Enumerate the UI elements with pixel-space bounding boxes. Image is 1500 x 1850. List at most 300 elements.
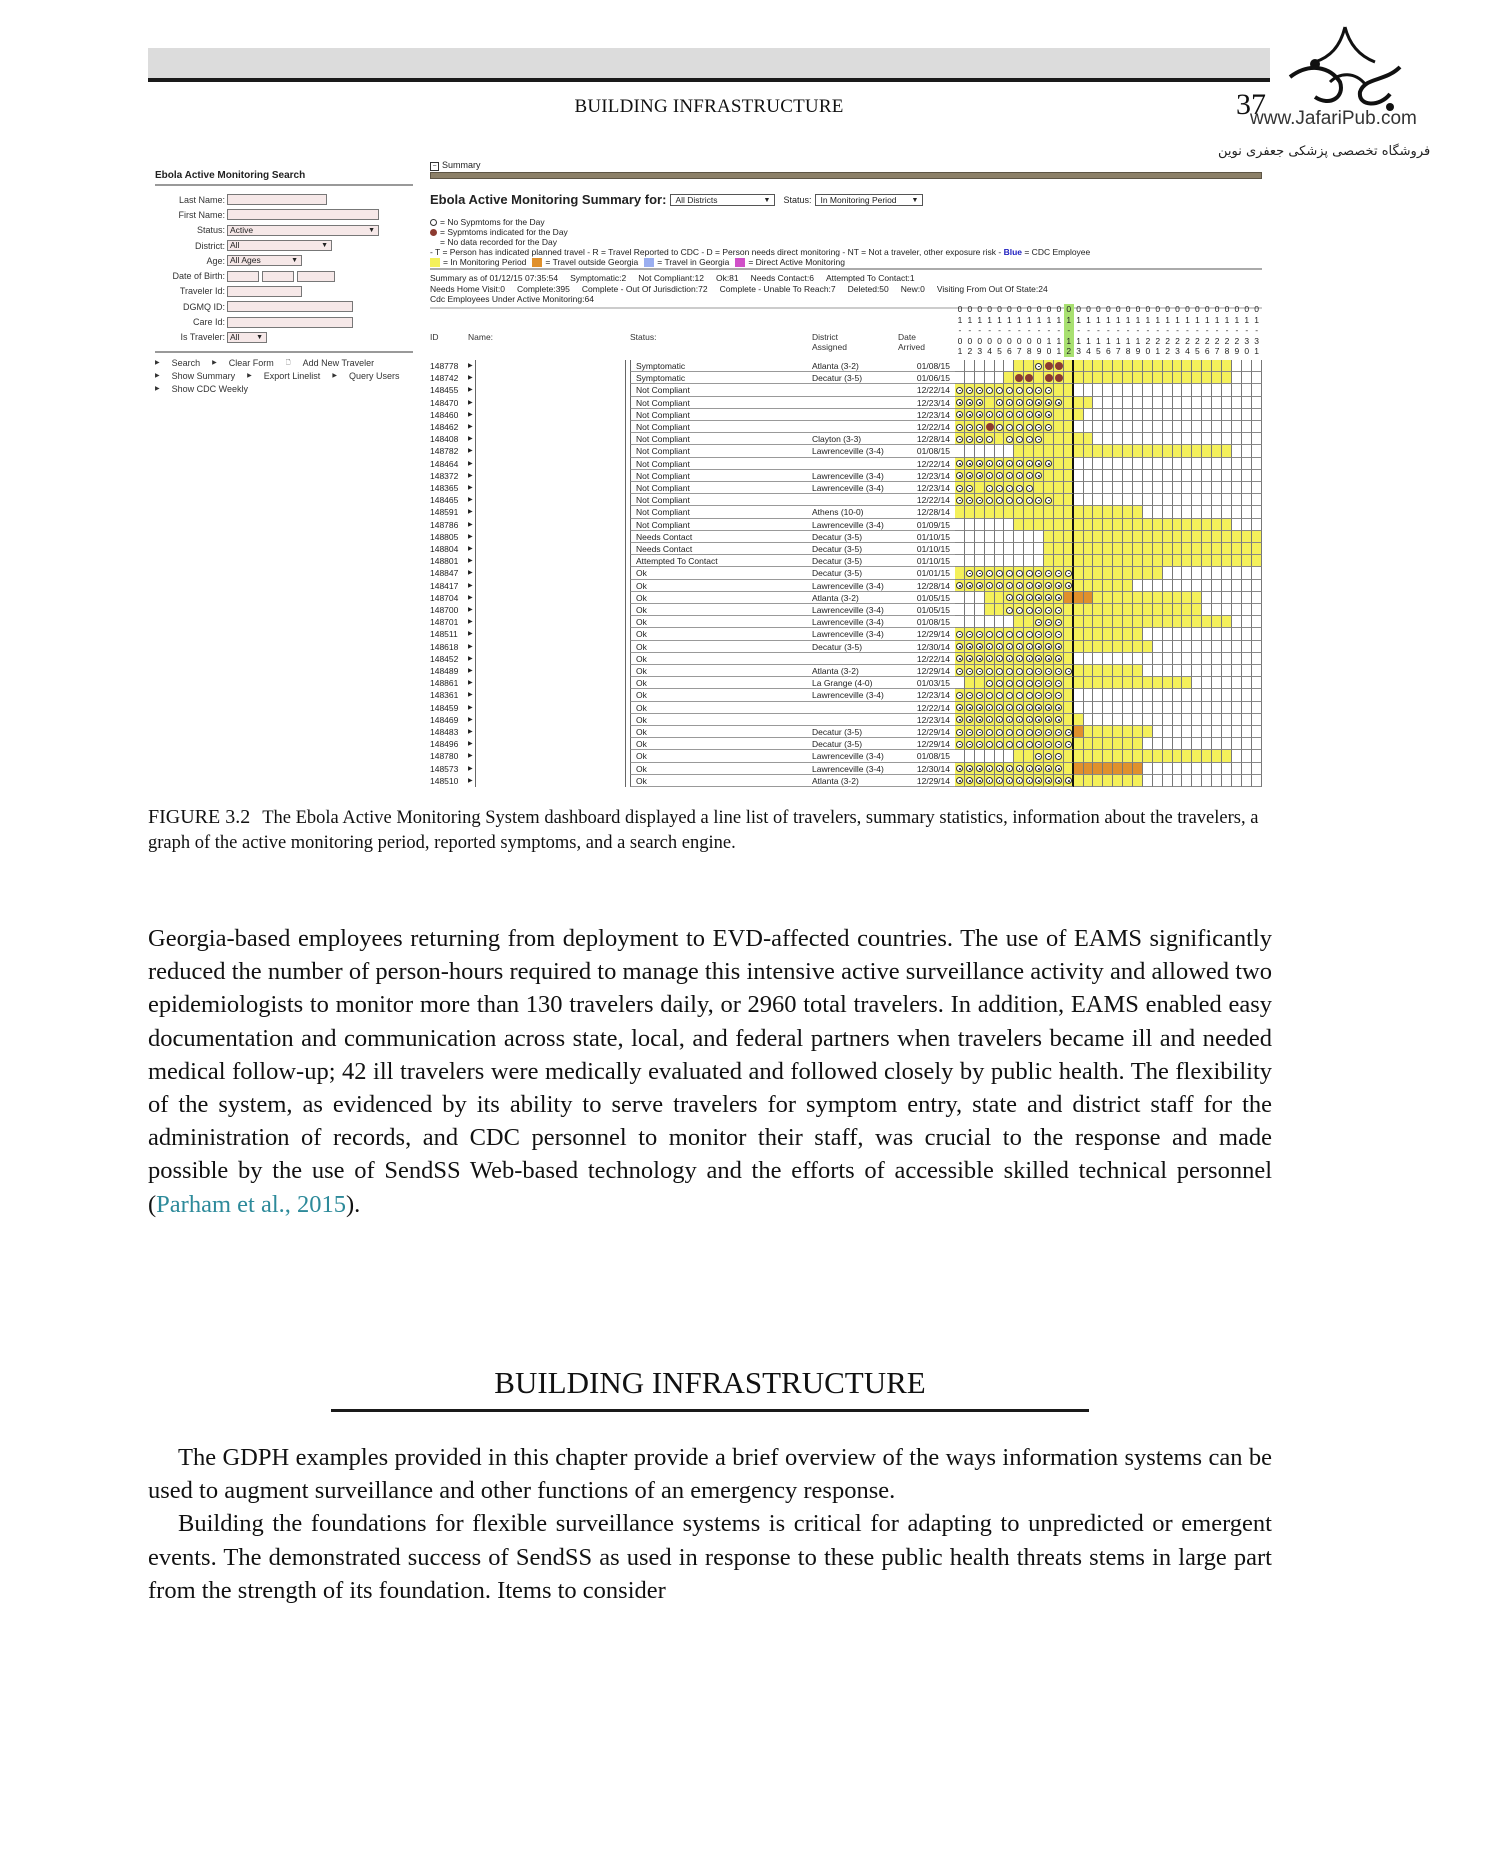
grid-cell	[1054, 543, 1064, 555]
grid-cell	[1212, 397, 1222, 409]
col-header-name: Name:	[468, 332, 494, 342]
district-select[interactable]: All Districts ▼	[670, 194, 775, 206]
table-row[interactable]	[430, 397, 1262, 409]
search-link[interactable]: ▶ Search	[155, 357, 201, 368]
search-link[interactable]: ▶ Show CDC Weekly	[155, 384, 248, 395]
field-input[interactable]	[227, 301, 353, 312]
traveler-arrived: 12/22/14	[916, 495, 950, 506]
traveler-id[interactable]: 148452	[430, 653, 459, 664]
grid-cell	[1202, 519, 1212, 531]
row-expand-icon[interactable]: ▶	[468, 594, 473, 601]
no-symptom-icon	[1045, 765, 1052, 772]
grid-cell	[995, 689, 1005, 701]
grid-cell	[1014, 628, 1024, 640]
search-link[interactable]: ▶ Show Summary	[155, 371, 236, 382]
traveler-district: Decatur (3-5)	[812, 373, 863, 384]
dob-input[interactable]	[297, 271, 335, 282]
table-row[interactable]	[430, 580, 1262, 592]
row-expand-icon[interactable]: ▶	[468, 460, 473, 467]
grid-cell	[1024, 397, 1034, 409]
grid-cell	[1084, 482, 1094, 494]
grid-cell	[1103, 653, 1113, 665]
row-expand-icon[interactable]: ▶	[468, 765, 473, 772]
grid-cell	[1192, 421, 1202, 433]
table-row[interactable]	[430, 750, 1262, 762]
grid-cell	[1054, 763, 1064, 775]
traveler-id[interactable]: 148701	[430, 617, 459, 628]
grid-cell	[1123, 567, 1133, 579]
grid-cell	[965, 397, 975, 409]
field-select[interactable]: Active ▼	[227, 225, 379, 236]
traveler-district: Decatur (3-5)	[812, 739, 863, 750]
table-row[interactable]	[430, 653, 1262, 665]
no-symptom-icon	[1035, 643, 1042, 650]
grid-cell	[1192, 775, 1202, 787]
no-symptom-icon	[966, 692, 973, 699]
row-expand-icon[interactable]: ▶	[468, 448, 473, 455]
traveler-id[interactable]: 148591	[430, 507, 459, 518]
traveler-name	[475, 397, 626, 409]
grid-cell	[1202, 689, 1212, 701]
table-row[interactable]	[430, 372, 1262, 384]
grid-cell	[1192, 360, 1202, 372]
row-expand-icon[interactable]: ▶	[468, 497, 473, 504]
row-expand-icon[interactable]: ▶	[468, 643, 473, 650]
row-expand-icon[interactable]: ▶	[468, 777, 473, 784]
no-symptom-icon	[1006, 472, 1013, 479]
traveler-id[interactable]: 148408	[430, 434, 459, 445]
grid-cell	[1103, 409, 1113, 421]
search-field-row	[155, 207, 413, 222]
traveler-id[interactable]: 148861	[430, 678, 459, 689]
table-row[interactable]	[430, 567, 1262, 579]
grid-cell	[1232, 628, 1242, 640]
grid-cell	[1044, 653, 1054, 665]
grid-cell	[1004, 677, 1014, 689]
table-row[interactable]	[430, 702, 1262, 714]
row-expand-icon[interactable]: ▶	[468, 631, 473, 638]
no-symptom-icon	[1065, 777, 1072, 784]
grid-cell	[1054, 738, 1064, 750]
grid-cell	[1153, 506, 1163, 518]
grid-cell	[1222, 763, 1232, 775]
traveler-id[interactable]: 148573	[430, 763, 459, 774]
row-expand-icon[interactable]: ▶	[468, 521, 473, 528]
grid-cell	[1014, 397, 1024, 409]
grid-cell	[1093, 702, 1103, 714]
row-expand-icon[interactable]: ▶	[468, 716, 473, 723]
field-input[interactable]	[227, 286, 302, 297]
row-expand-icon[interactable]: ▶	[468, 692, 473, 699]
traveler-name	[475, 567, 626, 579]
table-row[interactable]	[430, 726, 1262, 738]
row-expand-icon[interactable]: ▶	[468, 558, 473, 565]
grid-cell	[1034, 519, 1044, 531]
grid-cell	[985, 653, 995, 665]
traveler-id[interactable]: 148455	[430, 385, 459, 396]
grid-cell	[1232, 384, 1242, 396]
grid-cell	[1153, 433, 1163, 445]
grid-cell	[965, 738, 975, 750]
traveler-status: Not Compliant	[630, 458, 960, 470]
grid-cell	[995, 421, 1005, 433]
legend-swatch	[532, 258, 542, 267]
grid-cell	[1143, 482, 1153, 494]
grid-cell	[1153, 482, 1163, 494]
grid-cell	[995, 653, 1005, 665]
traveler-id[interactable]: 148361	[430, 690, 459, 701]
grid-cell	[1143, 470, 1153, 482]
grid-cell	[1202, 409, 1212, 421]
no-symptom-icon	[1055, 619, 1062, 626]
traveler-id[interactable]: 148460	[430, 409, 459, 420]
row-expand-icon[interactable]: ▶	[468, 668, 473, 674]
grid-cell	[1084, 604, 1094, 616]
grid-cell	[1212, 580, 1222, 592]
date-column-header: 0 1 - 0 7	[1016, 304, 1022, 357]
table-row[interactable]	[430, 641, 1262, 653]
grid-cell	[1044, 580, 1054, 592]
grid-cell	[1123, 397, 1133, 409]
row-expand-icon[interactable]: ▶	[468, 753, 473, 760]
monitoring-grid	[955, 775, 1262, 787]
table-row[interactable]	[430, 482, 1262, 494]
traveler-id[interactable]: 148511	[430, 629, 458, 640]
table-row[interactable]	[430, 519, 1262, 531]
traveler-id[interactable]: 148469	[430, 714, 459, 725]
grid-cell	[1192, 433, 1202, 445]
no-symptom-icon	[1016, 643, 1023, 650]
grid-cell	[1044, 421, 1054, 433]
grid-cell	[955, 677, 965, 689]
grid-cell	[1252, 592, 1262, 604]
no-symptom-icon	[956, 668, 963, 675]
traveler-id[interactable]: 148780	[430, 751, 459, 762]
grid-cell	[975, 397, 985, 409]
grid-cell	[985, 580, 995, 592]
traveler-id[interactable]: 148417	[430, 580, 459, 591]
grid-cell	[1034, 592, 1044, 604]
table-row[interactable]	[430, 616, 1262, 628]
grid-cell	[1222, 702, 1232, 714]
grid-cell	[1103, 445, 1113, 457]
grid-cell	[1222, 641, 1232, 653]
traveler-id[interactable]: 148462	[430, 422, 459, 432]
grid-cell	[1222, 470, 1232, 482]
grid-cell	[1103, 641, 1113, 653]
table-row[interactable]	[430, 506, 1262, 518]
traveler-id[interactable]: 148489	[430, 666, 459, 676]
grid-cell	[995, 360, 1005, 372]
traveler-status: Not Compliant	[630, 445, 960, 457]
grid-cell	[1232, 689, 1242, 701]
grid-cell	[1153, 604, 1163, 616]
grid-cell	[1163, 628, 1173, 640]
grid-cell	[1084, 689, 1094, 701]
row-expand-icon[interactable]: ▶	[468, 582, 473, 589]
grid-cell	[1064, 409, 1074, 421]
grid-cell	[955, 689, 965, 701]
row-expand-icon[interactable]: ▶	[468, 436, 473, 443]
grid-cell	[1192, 555, 1202, 567]
grid-cell	[1044, 494, 1054, 506]
table-row[interactable]	[430, 555, 1262, 567]
traveler-id[interactable]: 148459	[430, 702, 459, 713]
grid-cell	[1064, 677, 1074, 689]
traveler-id[interactable]: 148700	[430, 605, 459, 615]
table-row[interactable]	[430, 665, 1262, 677]
traveler-name	[475, 482, 626, 494]
grid-cell	[1044, 384, 1054, 396]
traveler-district: Decatur (3-5)	[812, 727, 863, 737]
search-link[interactable]: ▶ Clear Form	[212, 357, 274, 368]
grid-cell	[1034, 482, 1044, 494]
no-symptom-icon	[1045, 387, 1052, 394]
traveler-id[interactable]: 148801	[430, 556, 459, 567]
grid-cell	[1044, 445, 1054, 457]
traveler-id[interactable]: 148786	[430, 519, 459, 530]
traveler-arrived: 01/09/15	[916, 519, 950, 530]
row-expand-icon[interactable]: ▶	[468, 411, 473, 418]
grid-cell	[1153, 519, 1163, 531]
search-link[interactable]: 🗋 Add New Traveler	[285, 357, 375, 368]
traveler-id[interactable]: 148742	[430, 373, 459, 384]
table-row[interactable]	[430, 628, 1262, 640]
grid-cell	[1004, 665, 1014, 677]
table-row[interactable]	[430, 445, 1262, 457]
field-input[interactable]	[227, 209, 379, 220]
legend-label: = In Monitoring Period	[443, 257, 527, 267]
traveler-id[interactable]: 148618	[430, 641, 459, 652]
row-expand-icon[interactable]: ▶	[468, 729, 473, 735]
traveler-id[interactable]: 148804	[430, 544, 459, 554]
table-row[interactable]	[430, 763, 1262, 775]
table-row[interactable]	[430, 543, 1262, 555]
no-symptom-icon	[1045, 607, 1052, 614]
grid-cell	[965, 665, 975, 677]
table-row[interactable]	[430, 592, 1262, 604]
traveler-id[interactable]: 148483	[430, 727, 459, 737]
grid-cell	[1123, 580, 1133, 592]
grid-cell	[1004, 653, 1014, 665]
grid-cell	[1252, 738, 1262, 750]
grid-cell	[1064, 555, 1074, 567]
search-field-row	[155, 314, 413, 329]
citation-link[interactable]: Parham et al., 2015	[156, 1190, 346, 1218]
field-input[interactable]	[227, 194, 327, 205]
grid-cell	[1004, 506, 1014, 518]
grid-cell	[1222, 555, 1232, 567]
grid-cell	[1222, 714, 1232, 726]
grid-cell	[1084, 714, 1094, 726]
table-row[interactable]	[430, 421, 1262, 433]
bullet-arrow-icon: ▶	[212, 360, 217, 367]
field-label: Traveler Id:	[179, 286, 225, 297]
grid-cell	[1113, 775, 1123, 787]
row-expand-icon[interactable]: ▶	[468, 363, 473, 369]
row-expand-icon[interactable]: ▶	[468, 655, 473, 662]
grid-cell	[1133, 397, 1143, 409]
dob-input[interactable]	[262, 271, 294, 282]
grid-cell	[1064, 702, 1074, 714]
grid-cell	[1133, 482, 1143, 494]
traveler-id[interactable]: 148465	[430, 495, 459, 506]
grid-cell	[1133, 409, 1143, 421]
grid-cell	[1024, 384, 1034, 396]
traveler-id[interactable]: 148496	[430, 739, 459, 750]
traveler-id[interactable]: 148782	[430, 446, 459, 457]
traveler-id[interactable]: 148464	[430, 458, 459, 469]
grid-cell	[995, 519, 1005, 531]
grid-cell	[985, 445, 995, 457]
grid-cell	[1222, 445, 1232, 457]
grid-cell	[1093, 653, 1103, 665]
grid-cell	[965, 689, 975, 701]
grid-cell	[1143, 409, 1153, 421]
grid-cell	[1242, 750, 1252, 762]
grid-cell	[1044, 628, 1054, 640]
grid-cell	[1222, 738, 1232, 750]
grid-cell	[995, 567, 1005, 579]
grid-cell	[1014, 555, 1024, 567]
grid-cell	[1024, 616, 1034, 628]
grid-cell	[1123, 494, 1133, 506]
table-row[interactable]	[430, 677, 1262, 689]
no-symptom-icon	[966, 472, 973, 479]
table-row[interactable]	[430, 775, 1262, 787]
grid-cell	[1103, 775, 1113, 787]
grid-cell	[1242, 372, 1252, 384]
row-expand-icon[interactable]: ▶	[468, 387, 473, 394]
grid-cell	[1074, 677, 1084, 689]
field-select[interactable]: All ▼	[227, 240, 332, 251]
grid-cell	[965, 592, 975, 604]
monitoring-grid	[955, 763, 1262, 775]
col-header-district: District Assigned	[812, 332, 847, 352]
no-symptom-icon	[966, 485, 973, 492]
grid-cell	[1054, 409, 1064, 421]
traveler-id[interactable]: 148510	[430, 775, 459, 786]
row-expand-icon[interactable]: ▶	[468, 704, 473, 711]
grid-cell	[1113, 494, 1123, 506]
grid-cell	[1153, 689, 1163, 701]
grid-cell	[1123, 445, 1133, 457]
grid-cell	[1173, 494, 1183, 506]
field-select[interactable]: All Ages ▼	[227, 255, 302, 266]
status-select[interactable]: In Monitoring Period ▼	[815, 194, 923, 206]
traveler-id[interactable]: 148470	[430, 397, 459, 408]
grid-cell	[1113, 665, 1123, 677]
no-symptom-icon	[1026, 680, 1033, 687]
grid-cell	[1192, 702, 1202, 714]
search-field-row	[155, 330, 413, 345]
grid-cell	[1173, 384, 1183, 396]
grid-cell	[1222, 433, 1232, 445]
grid-cell	[1103, 726, 1113, 738]
grid-cell	[1054, 592, 1064, 604]
search-panel	[155, 170, 413, 396]
row-expand-icon[interactable]: ▶	[468, 375, 473, 382]
row-expand-icon[interactable]: ▶	[468, 619, 473, 626]
grid-cell	[1163, 653, 1173, 665]
no-symptom-icon	[1055, 668, 1062, 675]
grid-cell	[1093, 677, 1103, 689]
grid-cell	[995, 665, 1005, 677]
table-row[interactable]	[430, 531, 1262, 543]
collapse-icon[interactable]: −	[430, 162, 439, 171]
grid-cell	[1153, 677, 1163, 689]
table-row[interactable]	[430, 433, 1262, 445]
row-expand-icon[interactable]: ▶	[468, 509, 473, 516]
no-symptom-icon	[1055, 655, 1062, 662]
grid-cell	[1123, 738, 1133, 750]
traveler-id[interactable]: 148365	[430, 483, 459, 493]
grid-cell	[1202, 482, 1212, 494]
table-row[interactable]	[430, 689, 1262, 701]
search-link[interactable]: ▶ Export Linelist	[247, 371, 321, 382]
summary-toggle[interactable]: − Summary	[430, 160, 1262, 171]
traveler-id[interactable]: 148704	[430, 592, 459, 603]
grid-cell	[965, 433, 975, 445]
traveler-name	[475, 714, 626, 726]
grid-cell	[1004, 604, 1014, 616]
grid-cell	[1054, 677, 1064, 689]
grid-cell	[1093, 616, 1103, 628]
table-row[interactable]	[430, 360, 1262, 372]
grid-cell	[1014, 580, 1024, 592]
table-row[interactable]	[430, 470, 1262, 482]
grid-cell	[955, 653, 965, 665]
row-expand-icon[interactable]: ▶	[468, 424, 473, 430]
row-expand-icon[interactable]: ▶	[468, 680, 473, 687]
traveler-id[interactable]: 148847	[430, 568, 459, 579]
table-row[interactable]	[430, 384, 1262, 396]
search-link[interactable]: ▶ Query Users	[332, 371, 400, 382]
table-row[interactable]	[430, 409, 1262, 421]
traveler-district: Lawrenceville (3-4)	[812, 605, 884, 615]
traveler-id[interactable]: 148805	[430, 531, 459, 542]
row-expand-icon[interactable]: ▶	[468, 546, 473, 552]
row-expand-icon[interactable]: ▶	[468, 533, 473, 540]
row-expand-icon[interactable]: ▶	[468, 741, 473, 748]
table-row[interactable]	[430, 458, 1262, 470]
row-expand-icon[interactable]: ▶	[468, 570, 473, 577]
table-row[interactable]	[430, 738, 1262, 750]
row-expand-icon[interactable]: ▶	[468, 399, 473, 406]
grid-cell	[1133, 360, 1143, 372]
grid-cell	[1064, 714, 1074, 726]
grid-cell	[1044, 604, 1054, 616]
grid-cell	[1074, 763, 1084, 775]
field-input[interactable]	[227, 317, 353, 328]
grid-cell	[1024, 360, 1034, 372]
field-select[interactable]: All ▼	[227, 332, 267, 343]
traveler-id[interactable]: 148778	[430, 361, 459, 371]
no-symptom-icon	[1016, 777, 1023, 784]
grid-cell	[1004, 702, 1014, 714]
table-row[interactable]	[430, 494, 1262, 506]
row-expand-icon[interactable]: ▶	[468, 485, 473, 491]
row-expand-icon[interactable]: ▶	[468, 472, 473, 479]
dob-input[interactable]	[227, 271, 259, 282]
table-row[interactable]	[430, 604, 1262, 616]
traveler-id[interactable]: 148372	[430, 470, 459, 481]
no-symptom-icon	[996, 777, 1003, 784]
grid-cell	[1163, 616, 1173, 628]
row-expand-icon[interactable]: ▶	[468, 607, 473, 613]
grid-cell	[1113, 555, 1123, 567]
table-row[interactable]	[430, 714, 1262, 726]
